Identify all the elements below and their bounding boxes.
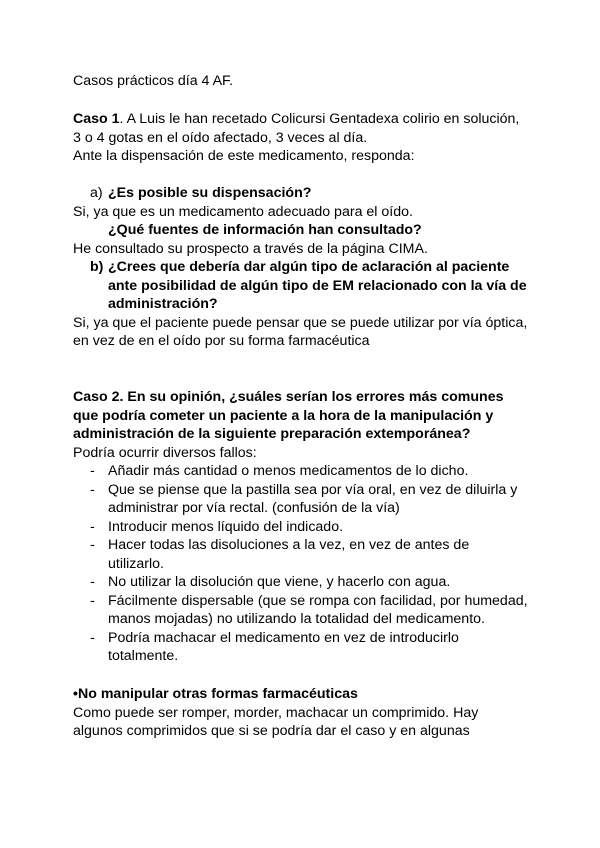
caso1-answer-b-line1: Si, ya que el paciente puede pensar que se puede utilizar por vía óptica, xyxy=(73,315,528,331)
list-item-continuation: totalmente. xyxy=(108,648,179,664)
document-title: Casos prácticos día 4 AF. xyxy=(73,73,234,89)
list-dash: - xyxy=(90,519,95,535)
list-item-continuation: manos mojadas) no utilizando la totalidad del medicamento. xyxy=(108,611,485,627)
list-dash: - xyxy=(90,574,95,590)
caso1-question-b-line2: ante posibilidad de algún tipo de EM relacionado con la vía de xyxy=(108,278,527,294)
caso2-question-line3: administración de la siguiente preparación extemporánea? xyxy=(73,426,471,442)
caso1-question-a-marker: a) xyxy=(90,185,103,201)
caso1-question-b-line1: ¿Crees que debería dar algún tipo de aclaración al paciente xyxy=(108,259,510,275)
list-item: Introducir menos líquido del indicado. xyxy=(108,519,344,535)
list-item: No utilizar la disolución que viene, y hacerlo con agua. xyxy=(108,574,451,590)
list-dash: - xyxy=(90,482,95,498)
caso1-intro-line1 xyxy=(73,110,519,129)
section3-heading: •No manipular otras formas farmacéuticas xyxy=(73,686,358,702)
caso2-intro: Podría ocurrir diversos fallos: xyxy=(73,445,257,461)
list-item: Fácilmente dispersable (que se rompa con facilidad, por humedad, xyxy=(108,593,528,609)
caso1-question-a: ¿Es posible su dispensación? xyxy=(108,185,312,201)
caso1-answer-a: Si, ya que es un medicamento adecuado para el oído. xyxy=(73,204,413,220)
caso2-question-line2: que podría cometer un paciente a la hora de la manipulación y xyxy=(73,408,494,424)
list-item: Hacer todas las disoluciones a la vez, en vez de antes de xyxy=(108,537,470,553)
caso1-answer-sources: He consultado su prospecto a través de la página CIMA. xyxy=(73,241,428,257)
caso1-intro-text: . A Luis le han recetado Colicursi Gentadexa colirio en solución, xyxy=(119,111,520,127)
list-dash: - xyxy=(90,630,95,646)
caso1-question-sources: ¿Qué fuentes de información han consultado? xyxy=(108,222,422,238)
caso2-question-line1: Caso 2. En su opinión, ¿suáles serían los errores más comunes xyxy=(73,389,504,405)
list-item-continuation: utilizarlo. xyxy=(108,556,164,572)
caso1-label: Caso 1 xyxy=(73,111,120,127)
list-dash: - xyxy=(90,593,95,609)
section3-line1: Como puede ser romper, morder, machacar un comprimido. Hay xyxy=(73,705,479,721)
list-item: Podría machacar el medicamento en vez de introducirlo xyxy=(108,630,459,646)
list-item-continuation: administrar por vía rectal. (confusión de la vía) xyxy=(108,500,400,516)
list-item: Añadir más cantidad o menos medicamentos de lo dicho. xyxy=(108,463,469,479)
caso1-question-b-line3: administración? xyxy=(108,296,218,312)
caso1-intro-line3: Ante la dispensación de este medicamento, responda: xyxy=(73,148,415,164)
section3-line2: algunos comprimidos que si se podría dar el caso y en algunas xyxy=(73,723,470,739)
list-item: Que se piense que la pastilla sea por vía oral, en vez de diluirla y xyxy=(108,482,518,498)
list-dash: - xyxy=(90,537,95,553)
caso1-answer-b-line2: en vez de en el oído por su forma farmacéutica xyxy=(73,333,370,349)
list-dash: - xyxy=(90,463,95,479)
caso1-intro-line2: 3 o 4 gotas en el oído afectado, 3 veces al día. xyxy=(73,130,368,146)
caso1-question-b-marker: b) xyxy=(90,259,104,275)
